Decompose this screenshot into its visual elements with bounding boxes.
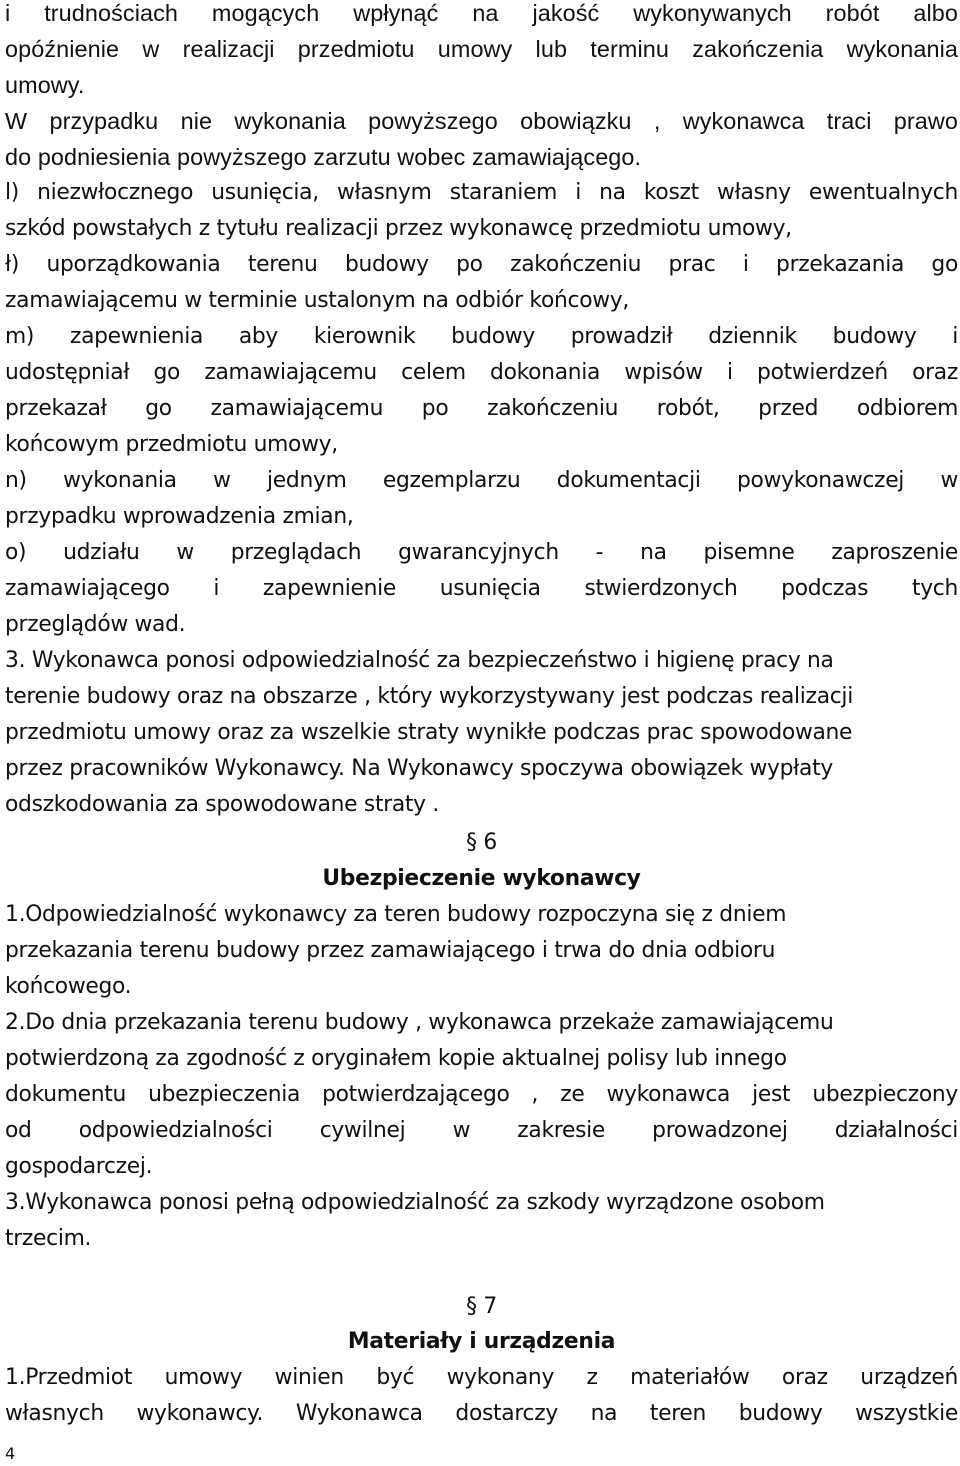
text-line: umowy. <box>5 72 85 98</box>
list-item: zamawiającemu w terminie ustalonym na odbiór końcowy, <box>5 288 630 313</box>
paragraph-line: własnych wykonawcy. Wykonawca dostarczy na teren budowy wszystkie <box>5 1401 958 1426</box>
list-item: końcowym przedmiotu umowy, <box>5 432 338 457</box>
page-number: 4 <box>5 1444 16 1463</box>
text-line: opóźnienie w realizacji przedmiotu umowy lub terminu zakończenia wykonania <box>5 36 958 62</box>
paragraph-line: odszkodowania za spowodowane straty . <box>5 792 440 817</box>
list-item: l) niezwłocznego usunięcia, własnym staraniem i na koszt własny ewentualnych <box>5 180 958 205</box>
text-line: i trudnościach mogących wpłynąć na jakość wykonywanych robót albo <box>5 0 958 26</box>
paragraph-line: 3.Wykonawca ponosi pełną odpowiedzialność za szkody wyrządzone osobom <box>5 1190 825 1215</box>
section-number: § 7 <box>466 1294 497 1319</box>
paragraph-line: od odpowiedzialności cywilnej w zakresie prowadzonej działalności <box>5 1118 958 1143</box>
text-line: W przypadku nie wykonania powyższego obowiązku , wykonawca traci prawo <box>5 108 958 134</box>
text-line: do podniesienia powyższego zarzutu wobec zamawiającego. <box>5 144 642 170</box>
paragraph-line: potwierdzoną za zgodność z oryginałem kopie aktualnej polisy lub innego <box>5 1046 787 1071</box>
paragraph-line: przedmiotu umowy oraz za wszelkie straty wynikłe podczas prac spowodowane <box>5 720 853 745</box>
list-item: przekazał go zamawiającemu po zakończeniu robót, przed odbiorem <box>5 396 958 421</box>
section-title: Materiały i urządzenia <box>347 1329 616 1354</box>
paragraph-line: terenie budowy oraz na obszarze , który wykorzystywany jest podczas realizacji <box>5 684 853 709</box>
paragraph-line: trzecim. <box>5 1226 92 1251</box>
paragraph-line: dokumentu ubezpieczenia potwierdzającego , ze wykonawca jest ubezpieczony <box>5 1082 958 1107</box>
list-item: m) zapewnienia aby kierownik budowy prowadził dziennik budowy i <box>5 324 958 349</box>
paragraph-line: 3. Wykonawca ponosi odpowiedzialność za bezpieczeństwo i higienę pracy na <box>5 648 834 673</box>
paragraph-line: 2.Do dnia przekazania terenu budowy , wykonawca przekaże zamawiającemu <box>5 1010 834 1035</box>
paragraph-line: przez pracowników Wykonawcy. Na Wykonawcy spoczywa obowiązek wypłaty <box>5 756 833 781</box>
paragraph-line: 1.Odpowiedzialność wykonawcy za teren budowy rozpoczyna się z dniem <box>5 902 787 927</box>
list-item: przypadku wprowadzenia zmian, <box>5 504 354 529</box>
paragraph-line: 1.Przedmiot umowy winien być wykonany z materiałów oraz urządzeń <box>5 1365 958 1390</box>
list-item: ł) uporządkowania terenu budowy po zakończeniu prac i przekazania go <box>5 252 958 277</box>
section-title: Ubezpieczenie wykonawcy <box>322 866 641 891</box>
section-number: § 6 <box>466 830 497 855</box>
paragraph-line: gospodarczej. <box>5 1154 153 1179</box>
list-item: o) udziału w przeglądach gwarancyjnych - na pisemne zaproszenie <box>5 540 958 565</box>
list-item: n) wykonania w jednym egzemplarzu dokumentacji powykonawczej w <box>5 468 958 493</box>
list-item: przeglądów wad. <box>5 612 186 637</box>
list-item: zamawiającego i zapewnienie usunięcia stwierdzonych podczas tych <box>5 576 958 601</box>
list-item: udostępniał go zamawiającemu celem dokonania wpisów i potwierdzeń oraz <box>5 360 958 385</box>
paragraph-line: końcowego. <box>5 974 132 999</box>
paragraph-line: przekazania terenu budowy przez zamawiającego i trwa do dnia odbioru <box>5 938 776 963</box>
list-item: szkód powstałych z tytułu realizacji przez wykonawcę przedmiotu umowy, <box>5 216 792 241</box>
